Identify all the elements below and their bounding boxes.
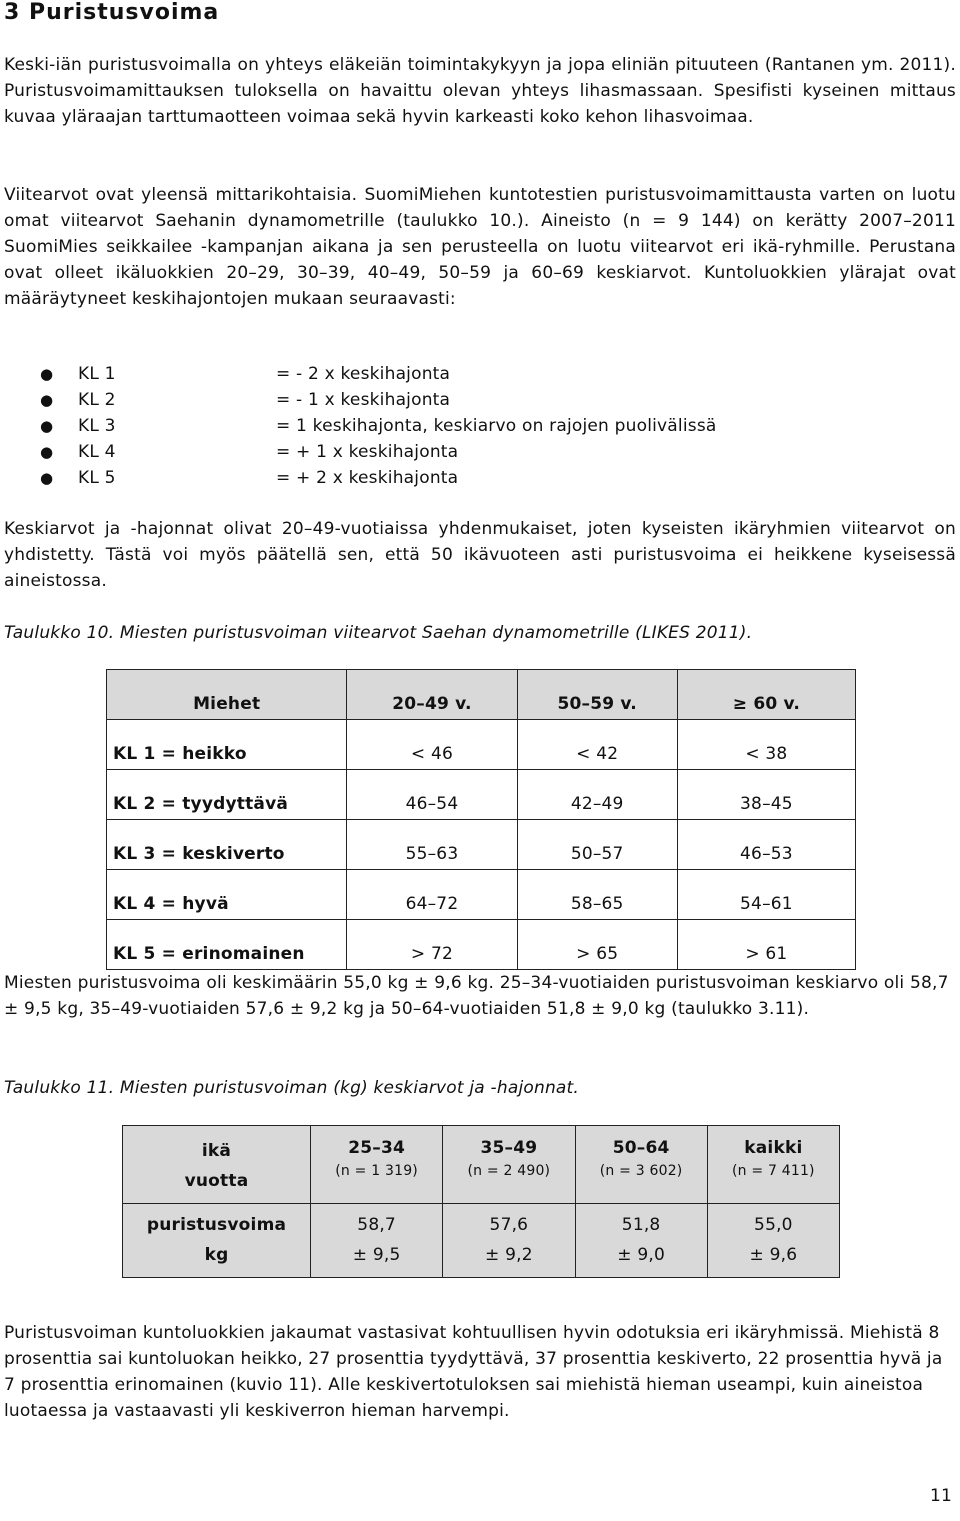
row-header-line: vuotta — [184, 1171, 249, 1191]
table-cell: > 72 — [347, 920, 517, 970]
sd-value: ± 9,2 — [485, 1245, 533, 1265]
age-group-label: kaikki — [744, 1138, 803, 1158]
row-header-line: ikä — [201, 1141, 232, 1161]
table-cell — [575, 1204, 707, 1278]
table-cell: 54–61 — [677, 870, 855, 920]
table-row — [107, 770, 856, 820]
bullet-icon: ● — [40, 417, 54, 435]
list-item-description: = - 2 x keskihajonta — [276, 364, 451, 384]
row-label-cell: KL 4 = hyvä — [107, 870, 347, 920]
list-item-description: = - 1 x keskihajonta — [276, 390, 451, 410]
paragraph-averages: Keskiarvot ja -hajonnat olivat 20–49-vuotiaissa yhdenmukaiset, joten kyseisten ikäryhmien viitearvot on yhdistetty. Tästä voi myös päätellä sen, että 50 ikävuoteen asti puristusvoima ei heikkene kyseisessä aineistossa. — [4, 519, 956, 591]
table-cell: < 46 — [347, 720, 517, 770]
age-group-label: 25–34 — [348, 1138, 406, 1158]
table-row — [107, 720, 856, 770]
table-cell: > 65 — [517, 920, 677, 970]
table-row — [123, 1204, 840, 1278]
table-row — [107, 920, 856, 970]
row-label-cell: KL 3 = keskiverto — [107, 820, 347, 870]
row-label-line: puristusvoima — [146, 1215, 287, 1235]
sample-size-label: (n = 3 602) — [599, 1163, 683, 1179]
table-cell: < 38 — [677, 720, 855, 770]
table-header-cell: 50–59 v. — [517, 670, 677, 720]
table-header-cell: Miehet — [107, 670, 347, 720]
table-header-row — [107, 670, 856, 720]
section-heading: 3 Puristusvoima — [4, 0, 220, 25]
means-table — [122, 1125, 840, 1278]
sd-value: ± 9,5 — [352, 1245, 401, 1265]
list-item-description: = + 1 x keskihajonta — [276, 442, 459, 462]
paragraph-intro: Keski-iän puristusvoimalla on yhteys eläkeiän toimintakykyyn ja jopa eliniän pituuteen (Rantanen ym. 2011). Puristusvoimamittauksen tuloksella on havaittu olevan yhteys lihasmassaan. Spesifisti kyseinen mittaus kuvaa yläraajan tarttumaotteen voimaa sekä hyvin karkeasti koko kehon lihasvoimaa. — [4, 55, 956, 127]
paragraph-results: Miesten puristusvoima oli keskimäärin 55,0 kg ± 9,6 kg. 25–34-vuotiaiden puristusvoiman keskiarvo oli 58,7 ± 9,5 kg, 35–49-vuotiaiden 57,6 ± 9,2 kg ja 50–64-vuotiaiden 51,8 ± 9,0 kg (taulukko 3.11). — [4, 973, 949, 1019]
list-item-label: KL 4 — [78, 442, 116, 462]
table-header-cell — [311, 1126, 443, 1204]
table-header-cell: 20–49 v. — [347, 670, 517, 720]
table-header-cell: ≥ 60 v. — [677, 670, 855, 720]
list-item — [0, 361, 960, 387]
row-label-cell: KL 1 = heikko — [107, 720, 347, 770]
page-number: 11 — [929, 1486, 952, 1506]
sample-size-label: (n = 2 490) — [467, 1163, 551, 1179]
list-item-description: = 1 keskihajonta, keskiarvo on rajojen puolivälissä — [276, 416, 717, 436]
table-cell — [311, 1204, 443, 1278]
table-cell: 46–54 — [347, 770, 517, 820]
age-group-label: 50–64 — [612, 1138, 670, 1158]
table-cell: > 61 — [677, 920, 855, 970]
paragraph-distribution: Puristusvoiman kuntoluokkien jakaumat vastasivat kohtuullisen hyvin odotuksia eri ikäryhmissä. Miehistä 8 prosenttia sai kuntoluokan heikko, 27 prosenttia tyydyttävä, 37 prosenttia keskiverto, 22 prosenttia hyvä ja 7 prosenttia erinomainen (kuvio 11). Alle keskivertotuloksen sai miehistä hieman useampi, kuin aineistoa luotaessa ja vastaavasti yli keskiverron hieman harvempi. — [4, 1323, 943, 1421]
list-item — [0, 413, 960, 439]
bullet-icon: ● — [40, 469, 54, 487]
mean-value: 55,0 — [754, 1215, 793, 1235]
list-item — [0, 465, 960, 491]
sd-value: ± 9,6 — [749, 1245, 798, 1265]
age-group-label: 35–49 — [480, 1138, 538, 1158]
table10-caption: Taulukko 10. Miesten puristusvoiman viitearvot Saehan dynamometrille (LIKES 2011). — [4, 623, 753, 643]
table-header-cell — [707, 1126, 839, 1204]
bullet-icon: ● — [40, 443, 54, 461]
table-cell: 55–63 — [347, 820, 517, 870]
table-row — [107, 870, 856, 920]
list-item-label: KL 2 — [78, 390, 116, 410]
table-cell: 38–45 — [677, 770, 855, 820]
bullet-icon: ● — [40, 365, 54, 383]
mean-value: 58,7 — [357, 1215, 396, 1235]
table-cell: 58–65 — [517, 870, 677, 920]
list-item — [0, 439, 960, 465]
row-label-cell: KL 2 = tyydyttävä — [107, 770, 347, 820]
table-cell: 50–57 — [517, 820, 677, 870]
mean-value: 51,8 — [621, 1215, 661, 1235]
list-item-label: KL 3 — [78, 416, 116, 436]
fitness-class-list — [0, 361, 960, 491]
table-cell: < 42 — [517, 720, 677, 770]
mean-value: 57,6 — [489, 1215, 529, 1235]
row-label-cell: KL 5 = erinomainen — [107, 920, 347, 970]
table-cell: 46–53 — [677, 820, 855, 870]
row-label-cell — [123, 1204, 311, 1278]
table-header-cell — [575, 1126, 707, 1204]
table-cell — [707, 1204, 839, 1278]
list-item-label: KL 5 — [78, 468, 116, 488]
row-label-line: kg — [204, 1245, 229, 1265]
bullet-icon: ● — [40, 391, 54, 409]
table-cell — [443, 1204, 575, 1278]
list-item — [0, 387, 960, 413]
sample-size-label: (n = 7 411) — [732, 1163, 815, 1179]
table-row — [107, 820, 856, 870]
list-item-label: KL 1 — [78, 364, 116, 384]
table11-caption: Taulukko 11. Miesten puristusvoiman (kg) keskiarvot ja -hajonnat. — [4, 1078, 580, 1098]
table-cell: 42–49 — [517, 770, 677, 820]
sample-size-label: (n = 1 319) — [335, 1163, 418, 1179]
row-header-cell — [123, 1126, 311, 1204]
paragraph-reference-values: Viitearvot ovat yleensä mittarikohtaisia. SuomiMiehen kuntotestien puristusvoimamittausta varten on luotu omat viitearvot Saehanin dynamometrille (taulukko 10.). Aineisto (n = 9 144) on kerätty 2007–2011 SuomiMies seikkailee -kampanjan aikana ja sen perusteella on luotu viitearvot eri ikä-ryhmille. Perustana ovat olleet ikäluokkien 20–29, 30–39, 40–49, 50–59 ja 60–69 keskiarvot. Kuntoluokkien ylärajat ovat määräytyneet keskihajontojen mukaan seuraavasti: — [4, 185, 956, 309]
table-cell: 64–72 — [347, 870, 517, 920]
table-header-cell — [443, 1126, 575, 1204]
table-header-row — [123, 1126, 840, 1204]
list-item-description: = + 2 x keskihajonta — [276, 468, 459, 488]
reference-values-table — [106, 669, 856, 970]
sd-value: ± 9,0 — [617, 1245, 665, 1265]
